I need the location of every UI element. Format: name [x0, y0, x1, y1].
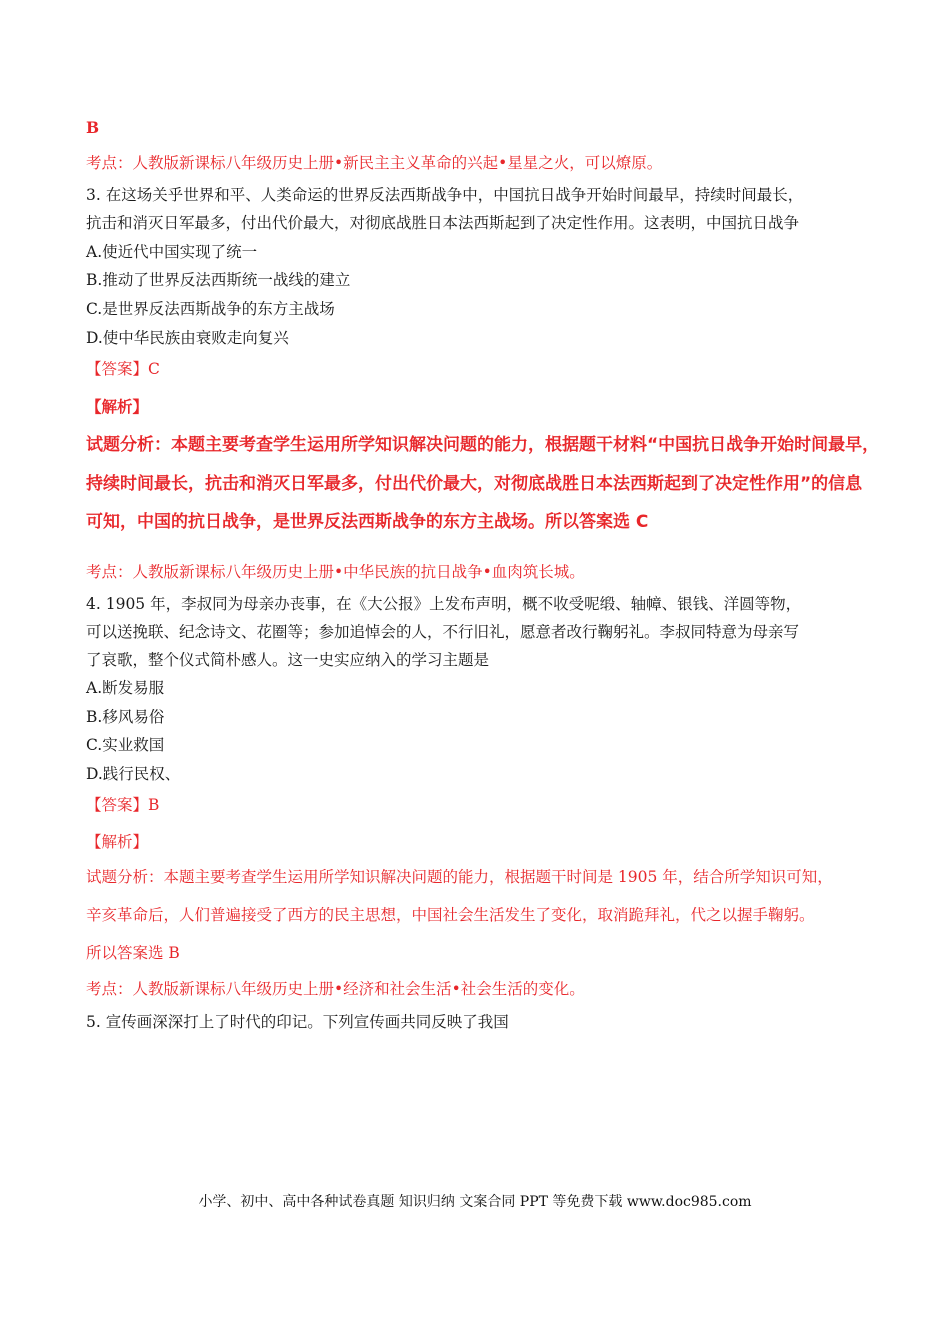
q3-analysis-line-2: 持续时间最长，抗击和消灭日军最多，付出代价最大，对彻底战胜日本法西斯起到了决定性作用”的信息	[86, 474, 863, 494]
page-footer: 小学、初中、高中各种试卷真题 知识归纳 文案合同 PPT 等免费下载 www.doc985.com	[198, 1194, 752, 1210]
q3-analysis-line-1: 试题分析：本题主要考查学生运用所学知识解决问题的能力，根据题干材料“中国抗日战争开始时间最早，	[86, 435, 880, 455]
q4-stem-line-2: 可以送挽联、纪念诗文、花圈等；参加追悼会的人，不行旧礼，愿意者改行鞠躬礼。李叔同特意为母亲写	[86, 623, 800, 641]
q5-stem: 5. 宣传画深深打上了时代的印记。下列宣传画共同反映了我国	[86, 1013, 509, 1031]
q4-kaodian: 考点：人教版新课标八年级历史上册•经济和社会生活•社会生活的变化。	[86, 980, 585, 998]
q4-option-b: B.移风易俗	[86, 708, 165, 726]
q3-option-b: B.推动了世界反法西斯统一战线的建立	[86, 271, 351, 289]
q4-stem-line-3: 了哀歌，整个仪式简朴感人。这一史实应纳入的学习主题是	[86, 651, 490, 669]
q3-option-c: C.是世界反法西斯战争的东方主战场	[86, 300, 335, 318]
q4-analysis-title: 【解析】	[86, 833, 149, 851]
q3-option-a: A.使近代中国实现了统一	[86, 243, 258, 261]
q4-answer: 【答案】B	[86, 796, 160, 814]
q3-stem-line-2: 抗击和消灭日军最多，付出代价最大，对彻底战胜日本法西斯起到了决定性作用。这表明，中国抗日战争	[86, 214, 800, 232]
q4-analysis-line-3: 所以答案选 B	[86, 944, 180, 962]
q4-stem-line-1: 4. 1905 年，李叔同为母亲办丧事，在《大公报》上发布声明，概不收受呢缎、轴幛、银钱、洋圆等物，	[86, 595, 802, 613]
q2-answer-letter: B	[86, 118, 100, 137]
q3-analysis-title: 【解析】	[86, 397, 149, 416]
q3-option-d: D.使中华民族由衰败走向复兴	[86, 329, 289, 347]
q2-kaodian: 考点：人教版新课标八年级历史上册•新民主主义革命的兴起•星星之火，可以燎原。	[86, 154, 663, 172]
q4-option-c: C.实业救国	[86, 736, 165, 754]
q3-kaodian: 考点：人教版新课标八年级历史上册•中华民族的抗日战争•血肉筑长城。	[86, 563, 585, 581]
q4-analysis-line-1: 试题分析：本题主要考查学生运用所学知识解决问题的能力，根据题干时间是 1905 年，结合所学知识可知，	[86, 868, 833, 886]
q4-option-a: A.断发易服	[86, 679, 165, 697]
q4-analysis-line-2: 辛亥革命后，人们普遍接受了西方的民主思想，中国社会生活发生了变化，取消跪拜礼，代之以握手鞠躬。	[86, 906, 815, 924]
q4-option-d: D.践行民权、	[86, 765, 181, 783]
q3-answer: 【答案】C	[86, 360, 160, 378]
q3-analysis-line-3: 可知，中国的抗日战争，是世界反法西斯战争的东方主战场。所以答案选 C	[86, 512, 649, 532]
q3-stem-line-1: 3. 在这场关乎世界和平、人类命运的世界反法西斯战争中，中国抗日战争开始时间最早，持续时间最长，	[86, 186, 804, 204]
